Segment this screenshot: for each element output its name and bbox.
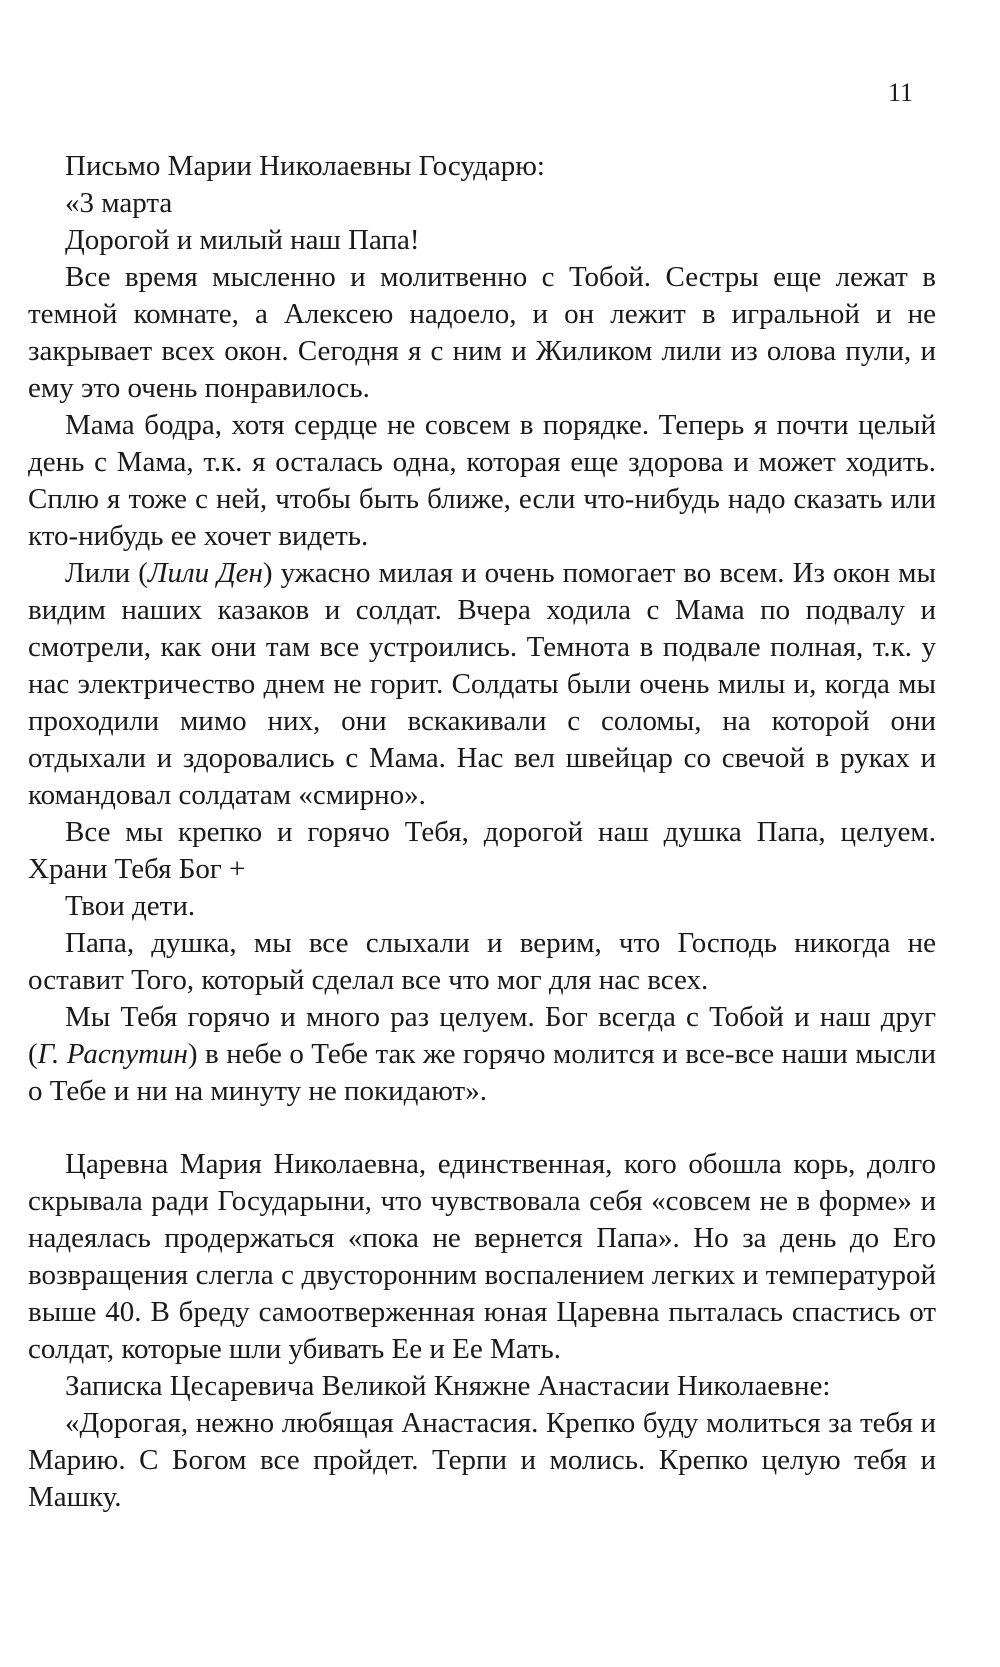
letter-date: «3 марта [65,187,173,219]
letter-paragraph: Мама бодра, хотя сердце не совсем в порядке. Теперь я почти целый день с Мама, т.к. я осталась одна, которая еще здорова и может ходить. Сплю я тоже с ней, чтобы быть ближе, если что-нибудь надо сказать или кто-нибудь ее хочет видеть. [28,409,936,552]
letter-heading: Письмо Марии Николаевны Государю: [65,150,545,182]
editorial-note: Лили Ден [147,557,263,589]
letter-salutation: Дорогой и милый наш Папа! [65,224,420,256]
narrative-paragraph: «Дорогая, нежно любящая Анастасия. Крепко буду молиться за тебя и Марию. С Богом все пройдет. Терпи и молись. Крепко целую тебя и Машку. [28,1407,936,1513]
narrative-paragraph: Записка Цесаревича Великой Княжне Анастасии Николаевне: [65,1370,831,1402]
editorial-note: Г. Распутин [37,1038,188,1070]
text-segment: ) в небе о Тебе так же горячо молится и все-все наши мысли о Тебе и ни на минуту не покидают». [28,1038,936,1107]
page-text [28,148,936,1516]
section-gap [28,1110,936,1146]
text-segment: ) ужасно милая и очень помогает во всем. Из окон мы видим наших казаков и солдат. Вчера ходила с Мама по подвалу и смотрели, как они там все устроились. Темнота в подвале полная, т.к. у нас электричество днем не горит. Солдаты были очень милы и, когда мы проходили мимо них, они вскакивали с соломы, на которой они отдыхали и здоровались с Мама. Нас вел швейцар со свечой в руках и командовал солдатам «смирно». [28,557,936,811]
letter-paragraph [28,999,936,1110]
letter-paragraph: Папа, душка, мы все слыхали и верим, что Господь никогда не оставит Того, который сделал все что мог для нас всех. [28,927,936,996]
letter-paragraph [28,555,936,814]
letter-signature: Твои дети. [65,890,196,922]
letter-paragraph: Все мы крепко и горячо Тебя, дорогой наш душка Папа, целуем. Храни Тебя Бог + [28,816,936,885]
page-number: 11 [888,78,914,107]
letter-paragraph: Все время мысленно и молитвенно с Тобой. Сестры еще лежат в темной комнате, а Алексею надоело, и он лежит в игральной и не закрывает всех окон. Сегодня я с ним и Жиликом лили из олова пули, и ему это очень понравилось. [28,261,936,404]
text-segment: Мы Тебя горячо и много раз целуем. Бог всегда с Тобой и наш друг ( [28,1001,936,1070]
narrative-paragraph: Царевна Мария Николаевна, единственная, кого обошла корь, долго скрывала ради Государыни, что чувствовала себя «совсем не в форме» и надеялась продержаться «пока не вернется Папа». Но за день до Его возвращения слегла с двусторонним воспалением легких и температурой выше 40. В бреду самоотверженная юная Царевна пыталась спастись от солдат, которые шли убивать Ее и Ее Мать. [28,1148,936,1365]
text-segment: Лили ( [65,557,148,589]
